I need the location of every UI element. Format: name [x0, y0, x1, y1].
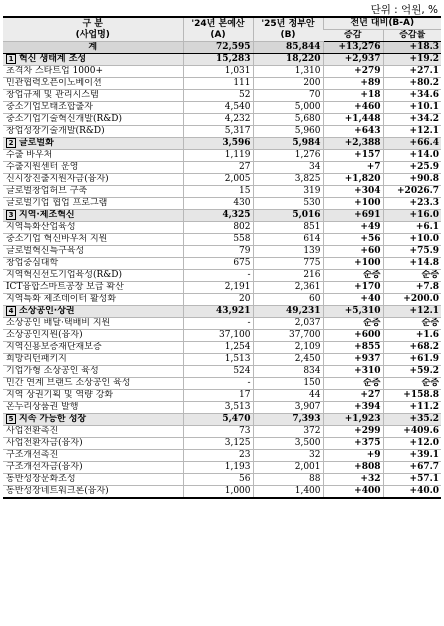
row-b: 851: [253, 222, 323, 234]
section-a: 4,325: [183, 210, 253, 222]
row-rate: +34.2: [383, 114, 441, 126]
row-name: 희망리턴패키지: [3, 354, 183, 366]
unit-note: 단위 : 억원, %: [370, 4, 438, 16]
row-a: 23: [183, 450, 253, 462]
section-diff: +1,923: [323, 414, 383, 426]
row-rate: +59.2: [383, 366, 441, 378]
row-b: 2,037: [253, 318, 323, 330]
row-b: 775: [253, 258, 323, 270]
row-rate: +1.6: [383, 330, 441, 342]
row-name: 중소기업 혁신바우처 지원: [3, 234, 183, 246]
row-diff: +32: [323, 474, 383, 486]
row-b: 34: [253, 162, 323, 174]
table-row: [3, 474, 441, 486]
row-diff: +170: [323, 282, 383, 294]
row-a: 524: [183, 366, 253, 378]
section-a: 43,921: [183, 306, 253, 318]
table-row: [3, 294, 441, 306]
table-row: [3, 258, 441, 270]
row-b: 2,450: [253, 354, 323, 366]
header-name: 구 분 (사업명): [3, 17, 183, 42]
row-diff: +100: [323, 198, 383, 210]
table-row: [3, 402, 441, 414]
row-diff: +40: [323, 294, 383, 306]
section-rate: +19.2: [383, 54, 441, 66]
row-rate: +40.0: [383, 486, 441, 499]
table-row: [3, 174, 441, 186]
row-diff: +855: [323, 342, 383, 354]
row-a: 17: [183, 390, 253, 402]
section-number-box: 5: [6, 414, 16, 424]
table-row: [3, 246, 441, 258]
row-name: 구조개선자금(융자): [3, 462, 183, 474]
section-number-box: 3: [6, 210, 16, 220]
section-number-box: 1: [6, 54, 16, 64]
row-rate: +158.8: [383, 390, 441, 402]
section-b: 7,393: [253, 414, 323, 426]
table-row: [3, 282, 441, 294]
row-b: 2,361: [253, 282, 323, 294]
row-rate: +25.9: [383, 162, 441, 174]
row-a: 5,317: [183, 126, 253, 138]
section-row: [3, 414, 441, 426]
row-rate: +67.7: [383, 462, 441, 474]
row-name: 사업전환촉진: [3, 426, 183, 438]
row-rate: 순증: [383, 318, 441, 330]
section-diff: +2,937: [323, 54, 383, 66]
row-a: 675: [183, 258, 253, 270]
row-rate: +10.1: [383, 102, 441, 114]
row-name: 글로벌기업 협업 프로그램: [3, 198, 183, 210]
row-diff: 순증: [323, 378, 383, 390]
row-rate: +200.0: [383, 294, 441, 306]
row-diff: +49: [323, 222, 383, 234]
row-b: 372: [253, 426, 323, 438]
row-b: 37,700: [253, 330, 323, 342]
row-name: 지역특화 제조데이터 활성화: [3, 294, 183, 306]
row-name: 민관협력오픈이노베이션: [3, 78, 183, 90]
row-diff: +7: [323, 162, 383, 174]
row-a: 4,232: [183, 114, 253, 126]
table-row: [3, 318, 441, 330]
row-b: 5,960: [253, 126, 323, 138]
section-row: [3, 210, 441, 222]
row-diff: 순증: [323, 270, 383, 282]
row-a: 1,119: [183, 150, 253, 162]
table-row: [3, 102, 441, 114]
table-row: [3, 234, 441, 246]
section-b: 49,231: [253, 306, 323, 318]
row-rate: +23.3: [383, 198, 441, 210]
row-a: 1,513: [183, 354, 253, 366]
row-rate: +14.0: [383, 150, 441, 162]
section-label: 소상공인·상권: [19, 306, 75, 316]
header-diff: 전년 대비(B-A): [323, 17, 441, 30]
row-diff: +157: [323, 150, 383, 162]
section-diff: +2,388: [323, 138, 383, 150]
total-row: [3, 42, 441, 54]
row-name: 기업가형 소상공인 육성: [3, 366, 183, 378]
section-name: [3, 306, 183, 318]
row-b: 1,400: [253, 486, 323, 499]
row-diff: +100: [323, 258, 383, 270]
row-b: 88: [253, 474, 323, 486]
table-row: [3, 438, 441, 450]
total-rate: +18.3: [383, 42, 441, 54]
row-rate: +12.0: [383, 438, 441, 450]
row-rate: 순증: [383, 270, 441, 282]
row-rate: +57.1: [383, 474, 441, 486]
row-rate: +11.2: [383, 402, 441, 414]
section-label: 지속 가능한 성장: [19, 414, 87, 424]
row-b: 200: [253, 78, 323, 90]
section-diff: +5,310: [323, 306, 383, 318]
row-rate: +90.8: [383, 174, 441, 186]
row-diff: +279: [323, 66, 383, 78]
row-name: 초격차 스타트업 1000+: [3, 66, 183, 78]
row-rate: +68.2: [383, 342, 441, 354]
row-b: 834: [253, 366, 323, 378]
row-diff: +1,820: [323, 174, 383, 186]
section-row: [3, 306, 441, 318]
table-body: [3, 42, 441, 499]
row-name: 민간 연계 브랜드 소상공인 육성: [3, 378, 183, 390]
table-row: [3, 366, 441, 378]
section-diff: +691: [323, 210, 383, 222]
row-a: 2,191: [183, 282, 253, 294]
row-rate: 순증: [383, 378, 441, 390]
row-a: -: [183, 270, 253, 282]
row-a: -: [183, 318, 253, 330]
table-row: [3, 342, 441, 354]
row-name: 창업중심대학: [3, 258, 183, 270]
row-a: 1,193: [183, 462, 253, 474]
row-diff: +1,448: [323, 114, 383, 126]
row-name: 수출 바우처: [3, 150, 183, 162]
total-label: 계: [3, 42, 183, 54]
row-b: 150: [253, 378, 323, 390]
row-a: 3,513: [183, 402, 253, 414]
table-row: [3, 162, 441, 174]
row-rate: +14.8: [383, 258, 441, 270]
row-name: 지역 상권기획 및 역량 강화: [3, 390, 183, 402]
row-b: 44: [253, 390, 323, 402]
row-b: 530: [253, 198, 323, 210]
section-b: 5,016: [253, 210, 323, 222]
header-2025: '25년 정부안 (B): [253, 17, 323, 42]
row-rate: +75.9: [383, 246, 441, 258]
row-b: 1,310: [253, 66, 323, 78]
row-b: 614: [253, 234, 323, 246]
row-a: 37,100: [183, 330, 253, 342]
row-diff: +808: [323, 462, 383, 474]
row-a: 27: [183, 162, 253, 174]
row-name: 지역혁신선도기업육성(R&D): [3, 270, 183, 282]
row-name: 수출지원센터 운영: [3, 162, 183, 174]
table-row: [3, 486, 441, 499]
row-rate: +80.2: [383, 78, 441, 90]
row-diff: +400: [323, 486, 383, 499]
row-rate: +2026.7: [383, 186, 441, 198]
section-label: 글로벌화: [19, 138, 54, 148]
row-name: 사업전환자금(융자): [3, 438, 183, 450]
table-row: [3, 354, 441, 366]
header-rate: 증감률: [383, 30, 441, 42]
row-a: 56: [183, 474, 253, 486]
section-a: 5,470: [183, 414, 253, 426]
row-b: 1,276: [253, 150, 323, 162]
section-name: [3, 210, 183, 222]
row-name: 소상공인지원(융자): [3, 330, 183, 342]
row-diff: +310: [323, 366, 383, 378]
total-a: 72,595: [183, 42, 253, 54]
table-row: [3, 426, 441, 438]
section-rate: +35.2: [383, 414, 441, 426]
row-name: 창업규제 및 관리시스템: [3, 90, 183, 102]
table-row: [3, 222, 441, 234]
row-diff: +394: [323, 402, 383, 414]
table-row: [3, 462, 441, 474]
row-b: 60: [253, 294, 323, 306]
row-diff: +60: [323, 246, 383, 258]
row-diff: +375: [323, 438, 383, 450]
row-b: 32: [253, 450, 323, 462]
table-row: [3, 114, 441, 126]
row-diff: +27: [323, 390, 383, 402]
row-a: 73: [183, 426, 253, 438]
row-diff: +460: [323, 102, 383, 114]
section-name: [3, 54, 183, 66]
row-rate: +6.1: [383, 222, 441, 234]
section-rate: +66.4: [383, 138, 441, 150]
row-b: 139: [253, 246, 323, 258]
section-number-box: 2: [6, 138, 16, 148]
row-rate: +39.1: [383, 450, 441, 462]
section-label: 혁신 생태계 조성: [19, 54, 87, 64]
row-a: 1,000: [183, 486, 253, 499]
section-a: 3,596: [183, 138, 253, 150]
table-row: [3, 78, 441, 90]
total-b: 85,844: [253, 42, 323, 54]
row-name: 창업성장기술개발(R&D): [3, 126, 183, 138]
row-diff: +643: [323, 126, 383, 138]
row-a: 2,005: [183, 174, 253, 186]
row-a: 1,254: [183, 342, 253, 354]
row-b: 5,000: [253, 102, 323, 114]
section-label: 지역·제조혁신: [19, 210, 75, 220]
table-row: [3, 150, 441, 162]
row-diff: +937: [323, 354, 383, 366]
table-row: [3, 330, 441, 342]
header-2024: '24년 본예산 (A): [183, 17, 253, 42]
section-row: [3, 138, 441, 150]
row-a: 3,125: [183, 438, 253, 450]
table-row: [3, 186, 441, 198]
row-name: 글로벌창업허브 구축: [3, 186, 183, 198]
row-name: 신시장진출지원자금(융자): [3, 174, 183, 186]
row-diff: +56: [323, 234, 383, 246]
header-inc: 증감: [323, 30, 383, 42]
row-b: 3,825: [253, 174, 323, 186]
row-rate: +34.6: [383, 90, 441, 102]
section-name: [3, 138, 183, 150]
budget-table: [3, 16, 441, 499]
row-name: 구조개선촉진: [3, 450, 183, 462]
section-number-box: 4: [6, 306, 16, 316]
table-row: [3, 390, 441, 402]
table-header: [3, 17, 441, 42]
row-a: 111: [183, 78, 253, 90]
row-name: 동반성장네트워크론(융자): [3, 486, 183, 499]
section-b: 18,220: [253, 54, 323, 66]
table-row: [3, 66, 441, 78]
table-row: [3, 90, 441, 102]
row-b: 70: [253, 90, 323, 102]
row-a: -: [183, 378, 253, 390]
section-row: [3, 54, 441, 66]
row-rate: +7.8: [383, 282, 441, 294]
row-b: 3,907: [253, 402, 323, 414]
row-rate: +409.6: [383, 426, 441, 438]
total-diff: +13,276: [323, 42, 383, 54]
table-row: [3, 378, 441, 390]
row-b: 5,680: [253, 114, 323, 126]
table-row: [3, 126, 441, 138]
row-diff: +299: [323, 426, 383, 438]
row-b: 2,001: [253, 462, 323, 474]
row-rate: +61.9: [383, 354, 441, 366]
section-a: 15,283: [183, 54, 253, 66]
row-a: 1,031: [183, 66, 253, 78]
row-b: 2,109: [253, 342, 323, 354]
row-diff: +304: [323, 186, 383, 198]
row-diff: +9: [323, 450, 383, 462]
row-name: 소상공인 배달·택배비 지원: [3, 318, 183, 330]
table-row: [3, 198, 441, 210]
row-b: 3,500: [253, 438, 323, 450]
row-a: 79: [183, 246, 253, 258]
row-a: 558: [183, 234, 253, 246]
row-rate: +12.1: [383, 126, 441, 138]
row-name: 중소기업모태조합출자: [3, 102, 183, 114]
row-diff: 순증: [323, 318, 383, 330]
row-a: 4,540: [183, 102, 253, 114]
row-name: 중소기업기술혁신개발(R&D): [3, 114, 183, 126]
section-b: 5,984: [253, 138, 323, 150]
row-a: 430: [183, 198, 253, 210]
row-b: 319: [253, 186, 323, 198]
section-rate: +16.0: [383, 210, 441, 222]
row-a: 20: [183, 294, 253, 306]
row-diff: +18: [323, 90, 383, 102]
row-diff: +89: [323, 78, 383, 90]
row-name: 글로벌혁신특구육성: [3, 246, 183, 258]
row-name: 온누리상품권 발행: [3, 402, 183, 414]
row-a: 802: [183, 222, 253, 234]
row-a: 15: [183, 186, 253, 198]
row-rate: +10.0: [383, 234, 441, 246]
row-name: 동반성장문화조성: [3, 474, 183, 486]
section-name: [3, 414, 183, 426]
table-row: [3, 270, 441, 282]
row-a: 52: [183, 90, 253, 102]
row-rate: +27.1: [383, 66, 441, 78]
row-b: 216: [253, 270, 323, 282]
row-name: 지역신용보증재단재보증: [3, 342, 183, 354]
section-rate: +12.1: [383, 306, 441, 318]
row-name: ICT융합스마트공장 보급 확산: [3, 282, 183, 294]
row-name: 지역특화산업육성: [3, 222, 183, 234]
row-diff: +600: [323, 330, 383, 342]
table-row: [3, 450, 441, 462]
